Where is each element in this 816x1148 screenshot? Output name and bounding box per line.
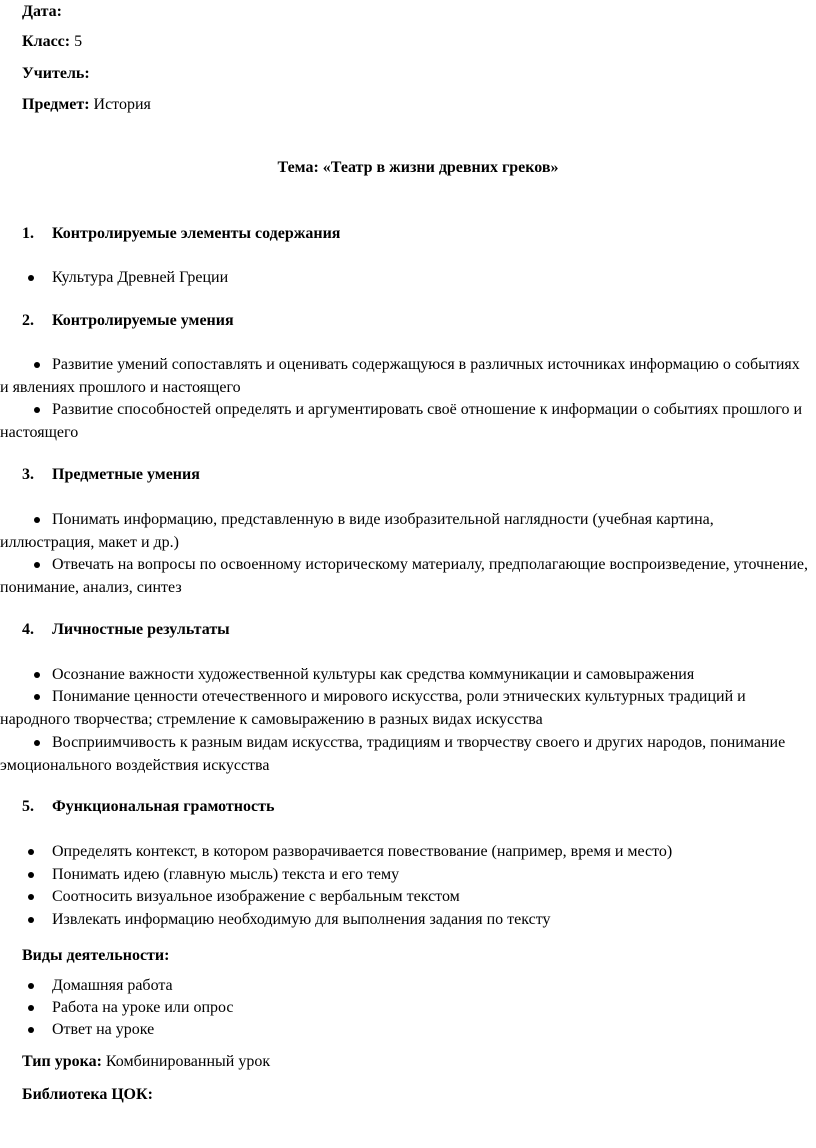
list-item: Соотносить визуальное изображение с вербальным текстом xyxy=(52,888,460,905)
list-item: Понимать информацию, представленную в виде изобразительной наглядности (учебная картина, иллюстрация, макет и др.) xyxy=(0,511,714,551)
section-title: Предметные умения xyxy=(52,466,200,483)
bullet-icon xyxy=(28,275,34,281)
bullet-icon xyxy=(28,894,34,900)
section-title: Личностные результаты xyxy=(52,621,230,638)
list-item: Развитие умений сопоставлять и оценивать содержащуюся в различных источниках информацию о событиях и явлениях прошлого и настоящего xyxy=(0,356,800,396)
teacher-label: Учитель: xyxy=(22,65,90,82)
list-item: Определять контекст, в котором разворачивается повествование (например, время и место) xyxy=(52,843,673,860)
bullet-icon xyxy=(28,917,34,923)
section-number: 1. xyxy=(22,225,34,242)
list-item: Отвечать на вопросы по освоенному историческому материалу, предполагающие воспроизведение, уточнение, понимание, анализ, синтез xyxy=(0,556,808,596)
library-label: Библиотека ЦОК: xyxy=(22,1086,153,1103)
lesson-type-value: Комбинированный урок xyxy=(105,1053,271,1070)
section-number: 2. xyxy=(22,312,34,329)
list-item: Ответ на уроке xyxy=(52,1021,155,1038)
subject-value: История xyxy=(93,96,151,113)
lesson-type-line xyxy=(22,1052,270,1072)
list-item: Восприимчивость к разным видам искусства, традициям и творчеству своего и других народов, понимание эмоционального воздействия искусства xyxy=(0,734,786,774)
list-item: Понимание ценности отечественного и мирового искусства, роли этнических культурных традиций и народного творчества; стремление к самовыражению в разных видах искусства xyxy=(0,688,746,728)
list-item: Работа на уроке или опрос xyxy=(52,999,234,1016)
list-item: Понимать идею (главную мысль) текста и его тему xyxy=(52,866,400,883)
bullet-icon xyxy=(28,1027,34,1033)
class-line xyxy=(22,32,82,52)
section-title: Контролируемые элементы содержания xyxy=(52,225,341,242)
subject-label: Предмет: xyxy=(22,96,90,113)
list-item: Развитие способностей определять и аргументировать своё отношение к информации о событиях прошлого и настоящего xyxy=(0,401,803,441)
section-number: 5. xyxy=(22,798,34,815)
bullet-icon xyxy=(28,1005,34,1011)
list-item: Осознание важности художественной культуры как средства коммуникации и самовыражения xyxy=(52,666,695,683)
bullet-icon xyxy=(28,983,34,989)
list-item: Извлекать информацию необходимую для выполнения задания по тексту xyxy=(52,911,551,928)
section-title: Функциональная грамотность xyxy=(52,798,275,815)
list-item: Культура Древней Греции xyxy=(52,269,229,286)
section-title: Контролируемые умения xyxy=(52,312,234,329)
section-number: 3. xyxy=(22,466,34,483)
class-value: 5 xyxy=(74,33,83,50)
topic-title: Тема: «Театр в жизни древних греков» xyxy=(277,159,559,176)
lesson-type-label: Тип урока: xyxy=(22,1053,102,1070)
bullet-icon xyxy=(28,872,34,878)
bullet-icon xyxy=(28,849,34,855)
class-label: Класс: xyxy=(22,33,71,50)
list-item: Домашняя работа xyxy=(52,977,173,994)
section-number: 4. xyxy=(22,621,34,638)
subject-line xyxy=(22,95,151,115)
activities-title: Виды деятельности: xyxy=(22,947,170,964)
date-label: Дата: xyxy=(22,3,62,20)
